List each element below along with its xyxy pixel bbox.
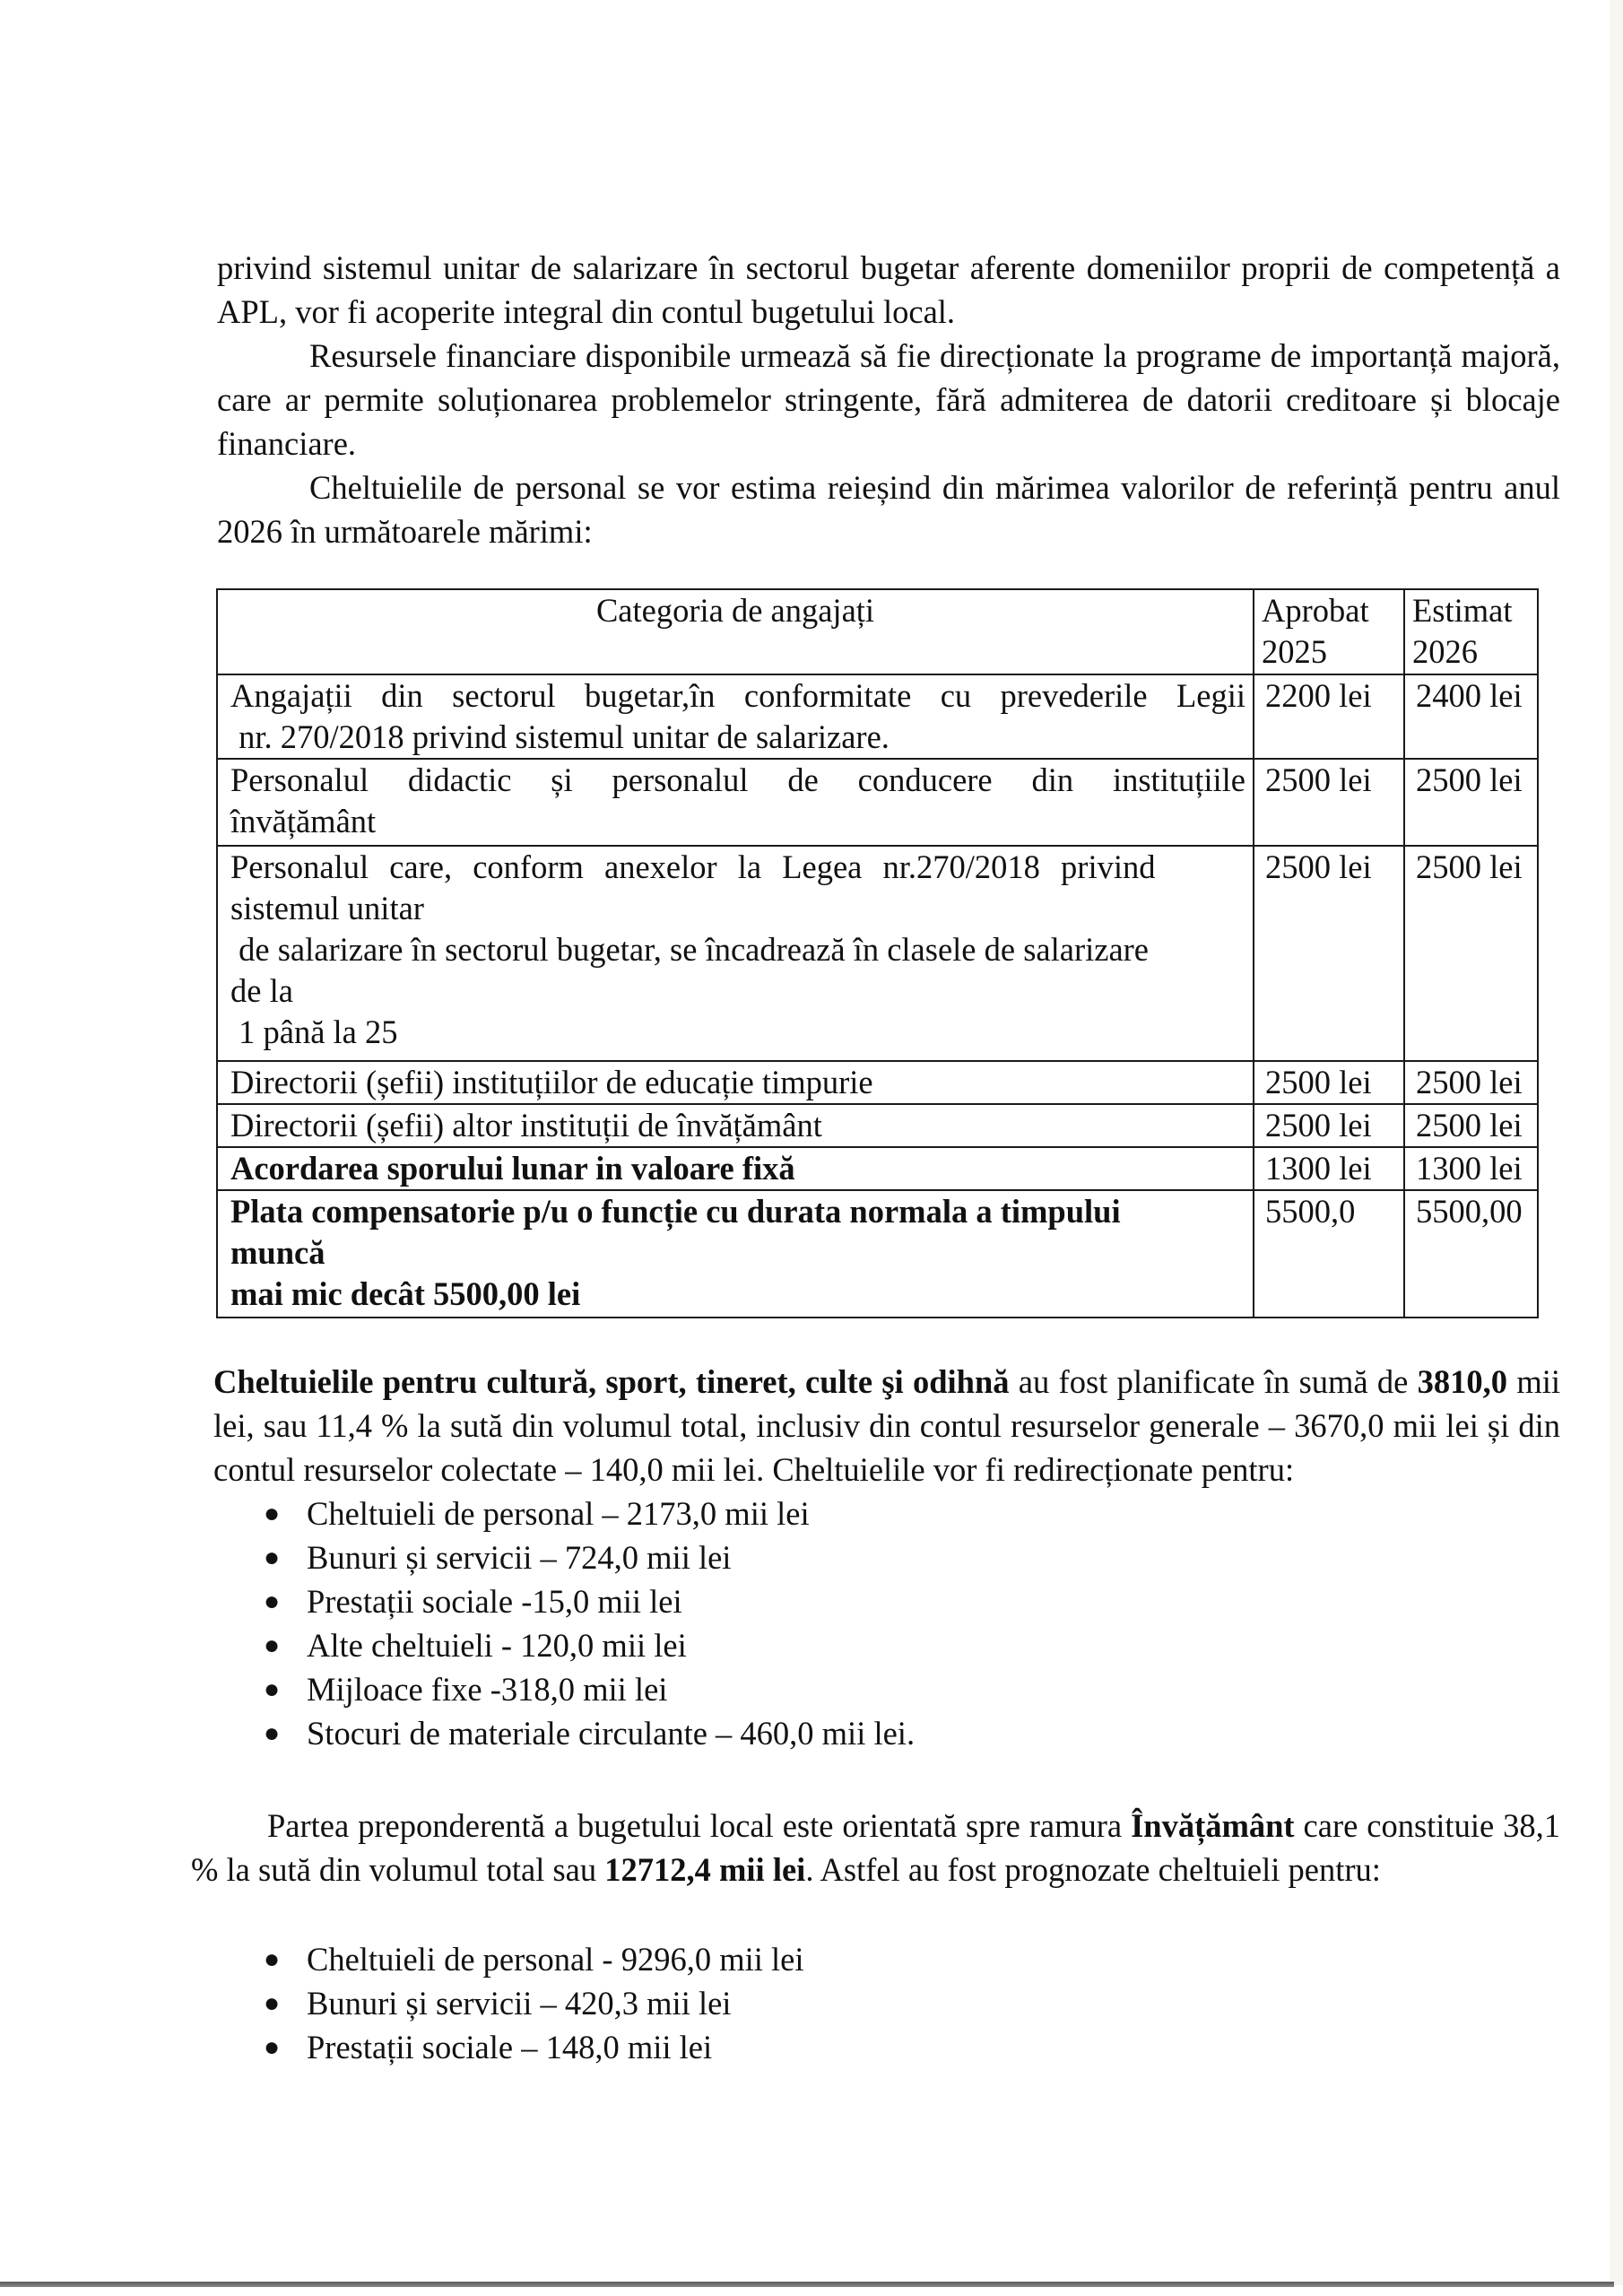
culture-heading: Cheltuielile pentru cultură, sport, tineret, culte şi odihnă [213, 1363, 1010, 1400]
culture-section [213, 1360, 1560, 1755]
list-item-text: Stocuri de materiale circulante – 460,0 mii lei. [307, 1715, 916, 1752]
intro-section [217, 246, 1560, 553]
education-amount: 12712,4 mii lei [604, 1851, 806, 1888]
table-row [217, 1061, 1538, 1104]
bullet-icon: ● [264, 1944, 281, 1974]
list-item-text: Prestații sociale -15,0 mii lei [307, 1583, 682, 1620]
list-item-text: Cheltuieli de personal – 2173,0 mii lei [307, 1495, 810, 1532]
list-item-text: Bunuri și servicii – 724,0 mii lei [307, 1539, 732, 1576]
column-header-estimated [1404, 589, 1538, 674]
estimated-year: 2026 [1412, 633, 1478, 670]
list-item [213, 1711, 1560, 1755]
estimated-value: 2500 lei [1404, 759, 1538, 846]
table-row [217, 674, 1538, 759]
list-item [213, 2025, 1560, 2069]
education-text: Partea preponderentă a bugetului local este orientată spre ramura [267, 1807, 1132, 1844]
paragraph-continuation: privind sistemul unitar de salarizare în sectorul bugetar aferente domeniilor proprii de competență a APL, vor fi acoperite integral din contul bugetului local. [217, 249, 1560, 330]
bullet-icon: ● [264, 1674, 281, 1704]
education-text: care constituie 38,1 % la sută din volumul total sau [191, 1807, 1560, 1888]
column-header-approved [1254, 589, 1404, 674]
bullet-icon: ● [264, 1631, 281, 1660]
bullet-icon: ● [264, 1587, 281, 1616]
list-item [213, 1981, 1560, 2025]
bullet-icon: ● [264, 1718, 281, 1748]
estimated-value: 2500 lei [1404, 846, 1538, 1061]
list-item [213, 1667, 1560, 1711]
category-text: de la [230, 972, 293, 1009]
bullet-icon: ● [264, 1543, 281, 1572]
education-expense-list [213, 1937, 1560, 2069]
culture-text: mii lei, sau 11,4 % la sută din volumul total, inclusiv din contul resurselor generale – 3670,0 mii lei și din contul resurselor colectate – 140,0 mii lei. Cheltuielile vor fi redirecționate pentru: [213, 1363, 1560, 1488]
salary-reference-table [216, 588, 1539, 1318]
category-text: sistemul unitar [230, 890, 424, 926]
category-cell [217, 846, 1254, 1061]
category-text: Angajații din sectorul bugetar,în conformitate cu prevederile Legii [230, 677, 1245, 714]
table-row [217, 1104, 1538, 1147]
bullet-icon: ● [264, 2032, 281, 2062]
category-text: învățământ [230, 803, 377, 839]
bullet-icon: ● [264, 1499, 281, 1528]
table-row [217, 1147, 1538, 1190]
estimated-label: Estimat [1412, 592, 1513, 629]
approved-value: 2500 lei [1254, 846, 1404, 1061]
category-cell [217, 674, 1254, 759]
estimated-value: 2400 lei [1404, 674, 1538, 759]
education-text: . Astfel au fost prognozate cheltuieli pentru: [805, 1851, 1381, 1888]
list-item [213, 1623, 1560, 1667]
culture-text: au fost planificate în sumă de [1009, 1363, 1418, 1400]
table-header-row [217, 589, 1538, 674]
table-row [217, 1190, 1538, 1318]
estimated-value: 1300 lei [1404, 1147, 1538, 1190]
category-text: muncă [230, 1234, 325, 1271]
category-cell [217, 1190, 1254, 1318]
list-item [213, 1937, 1560, 1981]
paragraph-personnel-expenses: Cheltuielile de personal se vor estima reieșind din mărimea valorilor de referință pentru anul 2026 în următoarele mărimi: [217, 469, 1560, 550]
category-cell [217, 759, 1254, 846]
category-text: Personalul didactic și personalul de conducere din instituțiile [230, 761, 1245, 798]
approved-value: 5500,0 [1254, 1190, 1404, 1318]
category-cell: Acordarea sporului lunar in valoare fixă [217, 1147, 1254, 1190]
list-item-text: Cheltuieli de personal - 9296,0 mii lei [307, 1941, 804, 1978]
education-paragraph [191, 1804, 1560, 1892]
list-item-text: Prestații sociale – 148,0 mii lei [307, 2029, 713, 2066]
approved-label: Aprobat [1262, 592, 1369, 629]
category-cell: Directorii (șefii) altor instituții de învățământ [217, 1104, 1254, 1147]
approved-value: 2500 lei [1254, 1061, 1404, 1104]
category-text: Personalul care, conform anexelor la Legea nr.270/2018 privind [230, 848, 1156, 885]
list-item [213, 1535, 1560, 1579]
page-edge [1610, 0, 1623, 2285]
approved-value: 2200 lei [1254, 674, 1404, 759]
list-item-text: Mijloace fixe -318,0 mii lei [307, 1671, 668, 1708]
approved-value: 2500 lei [1254, 1104, 1404, 1147]
category-text: mai mic decât 5500,00 lei [230, 1275, 581, 1312]
table-row [217, 759, 1538, 846]
category-cell: Directorii (șefii) instituțiilor de educație timpurie [217, 1061, 1254, 1104]
estimated-value: 5500,00 [1404, 1190, 1538, 1318]
education-expense-section [213, 1937, 1560, 2069]
culture-expense-list [213, 1492, 1560, 1755]
culture-paragraph [213, 1360, 1560, 1492]
column-header-category: Categoria de angajați [217, 589, 1254, 674]
approved-value: 1300 lei [1254, 1147, 1404, 1190]
list-item [213, 1492, 1560, 1535]
list-item-text: Alte cheltuieli - 120,0 mii lei [307, 1627, 687, 1664]
category-text: Plata compensatorie p/u o funcție cu durata normala a timpului [230, 1193, 1121, 1230]
estimated-value: 2500 lei [1404, 1104, 1538, 1147]
education-section [191, 1804, 1560, 1892]
approved-value: 2500 lei [1254, 759, 1404, 846]
estimated-value: 2500 lei [1404, 1061, 1538, 1104]
table-row [217, 846, 1538, 1061]
culture-amount: 3810,0 [1417, 1363, 1508, 1400]
page-bottom-shadow [0, 2282, 1614, 2287]
category-text: nr. 270/2018 privind sistemul unitar de salarizare. [230, 718, 890, 755]
education-branch: Învățământ [1131, 1807, 1295, 1844]
approved-year: 2025 [1262, 633, 1327, 670]
category-text: de salarizare în sectorul bugetar, se încadrează în clasele de salarizare [230, 931, 1149, 968]
list-item-text: Bunuri și servicii – 420,3 mii lei [307, 1985, 732, 2022]
bullet-icon: ● [264, 1988, 281, 2018]
category-text: 1 până la 25 [230, 1013, 398, 1050]
list-item [213, 1579, 1560, 1623]
paragraph-financial-resources: Resursele financiare disponibile urmează să fie direcționate la programe de importanță majoră, care ar permite soluționarea problemelor stringente, fără admiterea de datorii creditoare și blocaje financiare. [217, 337, 1560, 462]
